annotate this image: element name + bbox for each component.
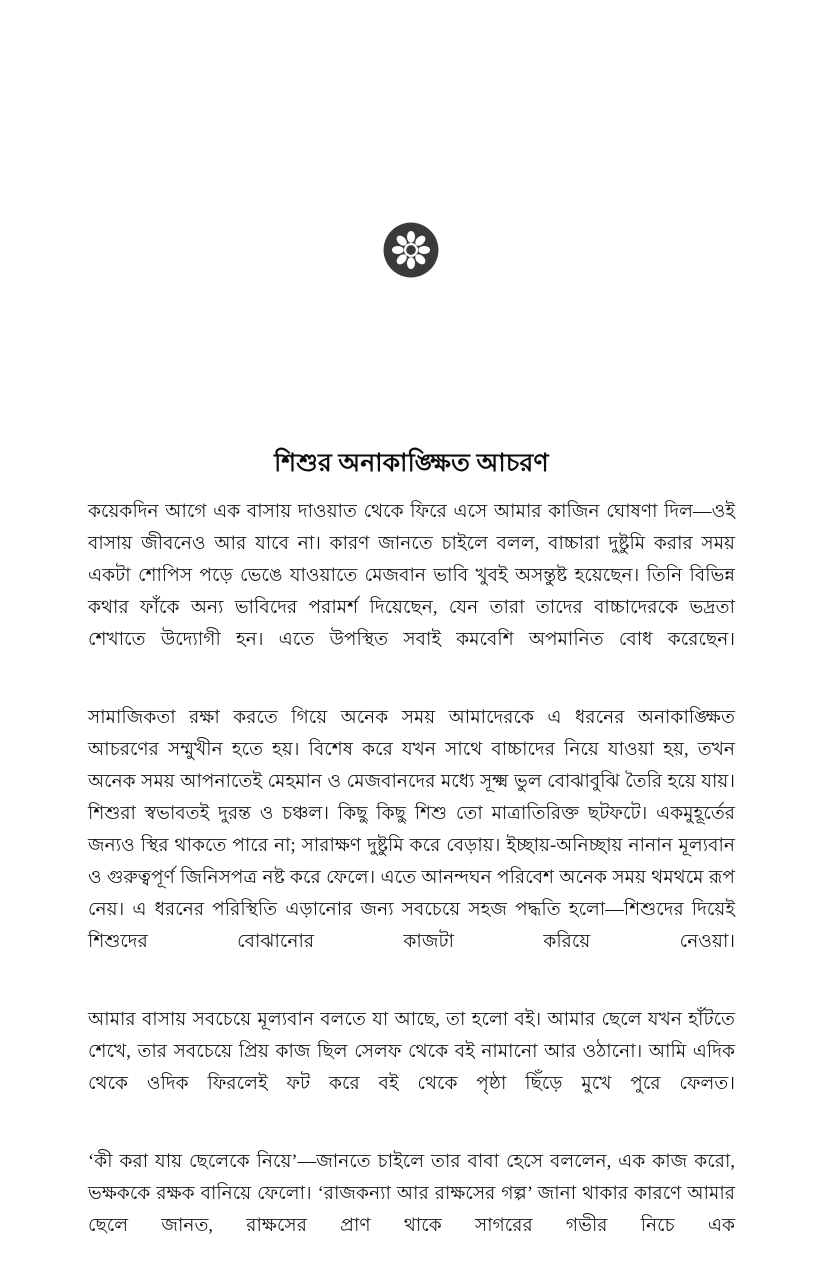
paragraph: আমার বাসায় সবচেয়ে মূল্যবান বলতে যা আছে, তা হলো বই। আমার ছেলে যখন হাঁটতে শেখে, তার সবচেয়ে প্রিয় কাজ ছিল সেলফ থেকে বই নামানো আর ওঠানো। আমি এদিক থেকে ওদিক ফিরলেই ফট করে বই থেকে পৃষ্ঠা ছিঁড়ে মুখে পুরে ফেলত। [88, 1009, 735, 1094]
body-text [88, 496, 735, 1274]
paragraph: কয়েকদিন আগে এক বাসায় দাওয়াত থেকে ফিরে এসে আমার কাজিন ঘোষণা দিল—ওই বাসায় জীবনেও আর যাবে না। কারণ জানতে চাইলে বলল, বাচ্চারা দুষ্টুমি করার সময় একটা শোপিস পড়ে ভেঙে যাওয়াতে মেজবান ভাবি খুবই অসন্তুষ্ট হয়েছেন। তিনি বিভিন্ন কথার ফাঁকে অন্য ভাবিদের পরামর্শ দিয়েছেন, যেন তারা তাদের বাচ্চাদেরকে ভদ্রতা শেখাতে উদ্যোগী হন। এতে উপস্থিত সবাই কমবেশি অপমানিত বোধ করেছেন। [88, 501, 735, 650]
flower-rosette-ornament [383, 222, 439, 278]
chapter-title: শিশুর অনাকাঙ্ক্ষিত আচরণ [274, 449, 549, 477]
ornament-container [0, 222, 822, 278]
paragraph: সামাজিকতা রক্ষা করতে গিয়ে অনেক সময় আমাদেরকে এ ধরনের অনাকাঙ্ক্ষিত আচরণের সম্মুখীন হতে হয়। বিশেষ করে যখন সাথে বাচ্চাদের নিয়ে যাওয়া হয়, তখন অনেক সময় আপনাতেই মেহমান ও মেজবানদের মধ্যে সূক্ষ্ম ভুল বোঝাবুঝি তৈরি হয়ে যায়। শিশুরা স্বভাবতই দুরন্ত ও চঞ্চল। কিছু কিছু শিশু তো মাত্রাতিরিক্ত ছটফটে। একমুহূর্তের জন্যও স্থির থাকতে পারে না; সারাক্ষণ দুষ্টুমি করে বেড়ায়। ইচ্ছায়-অনিচ্ছায় নানান মূল্যবান ও গুরুত্বপূর্ণ জিনিসপত্র নষ্ট করে ফেলে। এতে আনন্দঘন পরিবেশ অনেক সময় থমথমে রূপ নেয়। এ ধরনের পরিস্থিতি এড়ানোর জন্য সবচেয়ে সহজ পদ্ধতি হলো—শিশুদের দিয়েই শিশুদের বোঝানোর কাজটা করিয়ে নেওয়া। [88, 707, 735, 952]
paragraph: ‘কী করা যায় ছেলেকে নিয়ে’—জানতে চাইলে তার বাবা হেসে বললেন, এক কাজ করো, ভক্ষককে রক্ষক বানিয়ে ফেলো। ‘রাজকন্যা আর রাক্ষসের গল্প’ জানা থাকার কারণে আমার ছেলে জানত, রাক্ষসের প্রাণ থাকে সাগরের গভীর নিচে এক [88, 1151, 735, 1236]
